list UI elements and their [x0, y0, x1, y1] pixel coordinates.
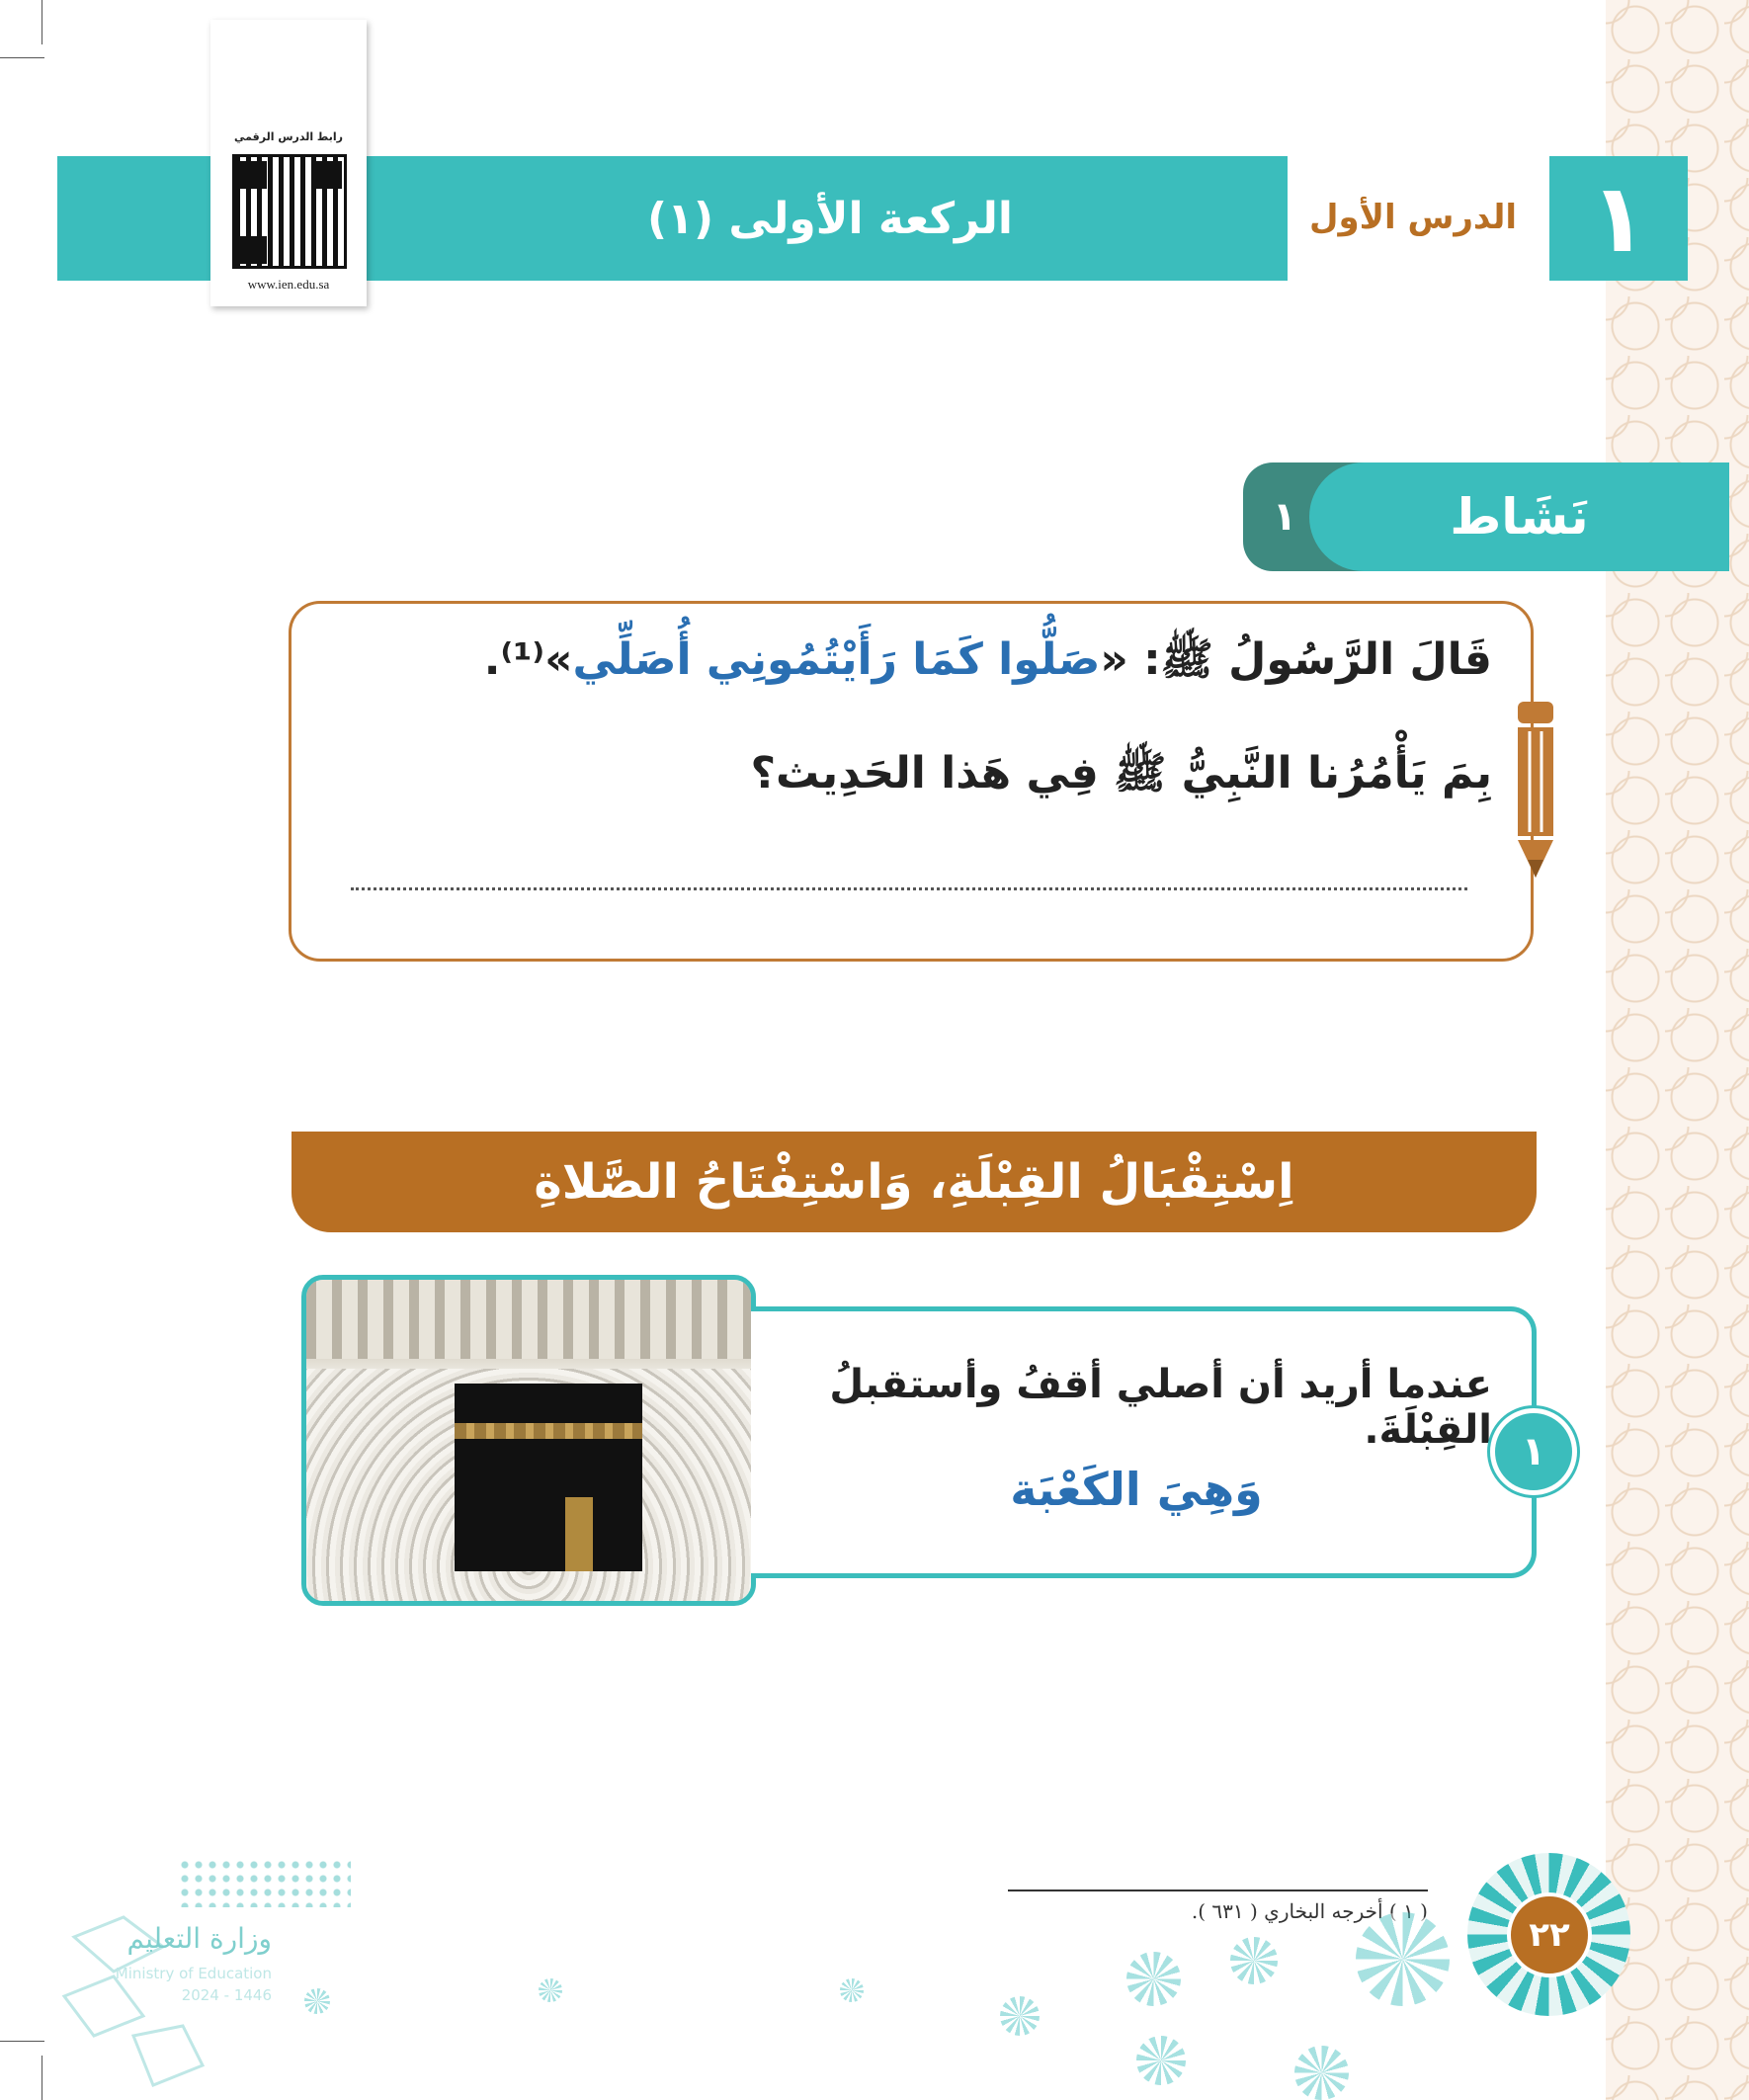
- footnote: ( ١ ) أخرجه البخاري ( ٦٣١ ).: [1191, 1899, 1428, 1923]
- page-number: ٢٢: [1507, 1892, 1592, 1977]
- photo-arches: [306, 1280, 751, 1359]
- crop-mark: [0, 2041, 44, 2042]
- ministry-name-en: Ministry of Education: [115, 1965, 272, 1982]
- ministry-logo-dots: [178, 1858, 351, 1907]
- hadith-quote: صَلُّوا كَمَا رَأَيْتُمُونِي أُصَلِّي: [572, 634, 1101, 685]
- ministry-name-ar: وزارة التعليم: [126, 1922, 272, 1955]
- kaaba-photo: [301, 1275, 756, 1606]
- decor-rosette: [304, 1988, 330, 2014]
- answer-line[interactable]: [351, 887, 1467, 890]
- hadith-line: [326, 632, 1492, 712]
- point-answer: وَهِيَ الكَعْبَة: [1010, 1463, 1263, 1516]
- decor-rosette: [1126, 1952, 1181, 2006]
- footnote-rule: [1008, 1890, 1428, 1891]
- kaaba-band: [455, 1423, 642, 1439]
- crop-mark: [0, 57, 44, 58]
- lesson-number: ١: [1549, 156, 1688, 281]
- decor-rosette: [1294, 2046, 1349, 2100]
- qr-code-icon[interactable]: [232, 154, 347, 269]
- lesson-title: الركعة الأولى (١): [646, 193, 1014, 244]
- hadith-prefix: قَالَ الرَّسُولُ ﷺ: «: [1100, 634, 1492, 685]
- pencil-icon: [1510, 702, 1561, 880]
- lesson-label: الدرس الأول: [1304, 188, 1522, 247]
- decor-rosette: [1000, 1996, 1040, 2036]
- decor-rosette: [1136, 2036, 1186, 2085]
- ministry-year: 2024 - 1446: [181, 1986, 272, 2004]
- activity-label: نَشَاط: [1309, 462, 1729, 571]
- point-number: ١: [1490, 1408, 1577, 1495]
- decor-rosette: [539, 1978, 562, 2002]
- decor-rosette: [840, 1978, 864, 2002]
- point-text: عندما أريد أن أصلي أقفُ وأستقبلُ القِبْلَةَ.: [829, 1362, 1492, 1453]
- hadith-suffix: »⁽¹⁾.: [483, 634, 573, 685]
- qr-caption: رابط الدرس الرقمي: [234, 130, 343, 143]
- qr-url: www.ien.edu.sa: [247, 277, 330, 292]
- side-ornament-pattern: [1606, 0, 1749, 2100]
- decor-rosette: [1230, 1937, 1278, 1984]
- kaaba-door: [565, 1497, 593, 1571]
- activity-number: ١: [1272, 494, 1297, 540]
- qr-card[interactable]: [210, 20, 367, 306]
- decor-rosette: [1356, 1912, 1450, 2006]
- kaaba-shape: [455, 1384, 642, 1571]
- activity-question: بِمَ يَأْمُرُنا النَّبِيُّ ﷺ فِي هَذا الحَدِيث؟: [750, 748, 1492, 798]
- section-banner: اِسْتِقْبَالُ القِبْلَةِ، وَاسْتِفْتَاحُ الصَّلاةِ: [292, 1132, 1537, 1232]
